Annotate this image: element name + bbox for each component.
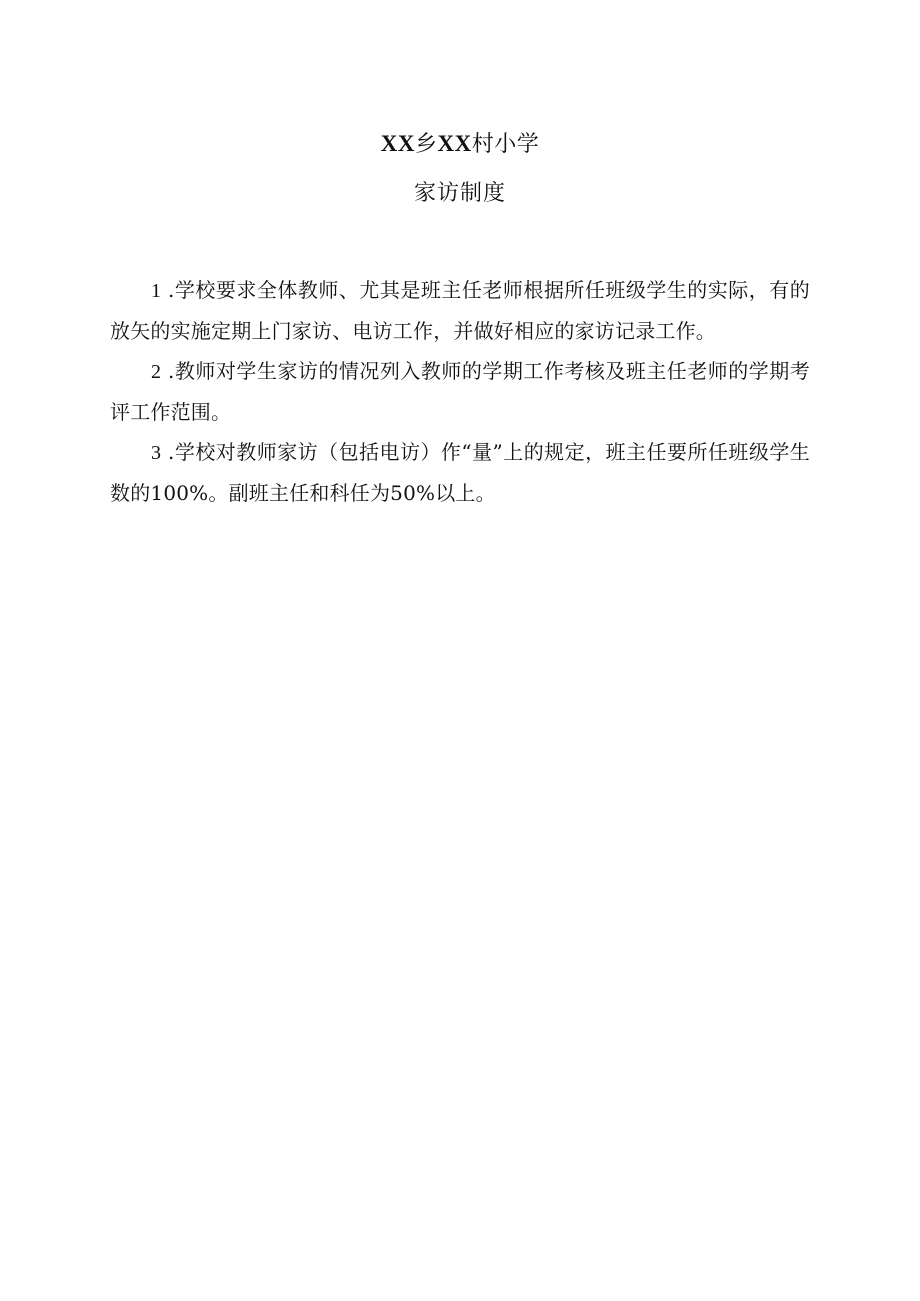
document-title: 家访制度 (413, 181, 506, 206)
paragraph-3 (110, 432, 810, 513)
paragraph-number: 1 (151, 280, 162, 302)
school-name-part: 村小学 (471, 132, 540, 157)
paragraph-2 (110, 351, 810, 432)
paragraph-1 (110, 270, 810, 351)
school-name (0, 126, 920, 163)
paragraph-number: 2 (151, 361, 162, 383)
paragraph-text: .教师对学生家访的情况列入教师的学期工作考核及班主任老师的学期考评工作范围。 (110, 359, 810, 424)
paragraph-text: .学校对教师家访（包括电访）作“量”上的规定，班主任要所任班级学生数的100%。副班主任和科任为50%以上。 (110, 440, 810, 505)
school-name-part: 乡 (414, 132, 438, 157)
document-body (110, 270, 810, 513)
paragraph-number: 3 (151, 442, 162, 464)
school-name-part: XX (380, 131, 415, 156)
school-name-part: XX (437, 131, 472, 156)
paragraph-text: .学校要求全体教师、尤其是班主任老师根据所任班级学生的实际，有的放矢的实施定期上门家访、电访工作，并做好相应的家访记录工作。 (110, 278, 810, 343)
